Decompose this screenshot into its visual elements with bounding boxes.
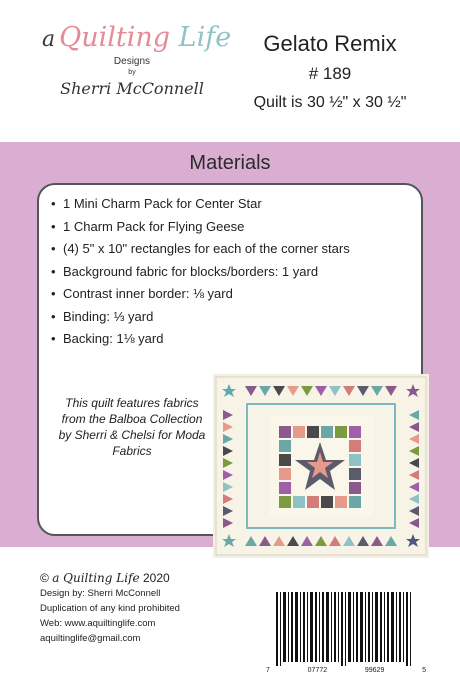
logo-designs: Designs <box>113 56 151 67</box>
barcode-digits <box>266 666 426 675</box>
quilt-photo <box>213 374 429 558</box>
materials-item: • Background fabric for blocks/borders: 1 yard <box>51 261 350 284</box>
pattern-title: Gelato Remix <box>263 31 397 56</box>
website-link[interactable]: Web: www.aquiltinglife.com <box>40 618 156 629</box>
materials-item: • Contrast inner border: ⅛ yard <box>51 283 350 306</box>
copyright-year: 2020 <box>142 571 170 585</box>
copyright-brand: a Quilting Life <box>52 571 140 585</box>
materials-heading: Materials <box>189 152 271 174</box>
materials-item: • Binding: ⅓ yard <box>51 306 350 329</box>
pattern-header <box>230 30 430 114</box>
center-medallion <box>269 416 373 516</box>
design-credit: Design by: Sherri McConnell <box>40 588 161 599</box>
logo-quilting: Quilting <box>59 22 171 53</box>
materials-item: • 1 Mini Charm Pack for Center Star <box>51 193 350 216</box>
materials-list <box>51 193 350 351</box>
logo-wordmark <box>42 22 232 56</box>
logo-by: by <box>128 69 136 76</box>
logo-prefix: a <box>42 27 56 52</box>
barcode-digit-group: 07772 <box>307 667 328 674</box>
barcode-digit-group: 99629 <box>364 667 385 674</box>
materials-item: • Backing: 1⅛ yard <box>51 328 350 351</box>
barcode-digit-group: 7 <box>266 667 270 674</box>
duplication-notice: Duplication of any kind prohibited <box>40 603 180 614</box>
fabric-collection-note: This quilt features fabrics from the Balboa Collection by Sherri & Chelsi for Moda Fabrics <box>58 396 206 458</box>
copyright-line <box>40 570 180 586</box>
pattern-number: # 189 <box>308 64 352 83</box>
logo-life: Life <box>178 22 232 53</box>
copyright-symbol: © <box>40 571 49 585</box>
footer <box>40 570 180 646</box>
barcode-digit-group: 5 <box>422 667 426 674</box>
designer-signature: Sherri McConnell <box>60 79 204 98</box>
quilt-size: Quilt is 30 ½" x 30 ½" <box>253 94 407 111</box>
brand-logo <box>42 22 232 99</box>
materials-item: • 1 Charm Pack for Flying Geese <box>51 216 350 239</box>
barcode-icon <box>266 590 426 670</box>
materials-item: • (4) 5" x 10" rectangles for each of the corner stars <box>51 238 350 261</box>
email-link[interactable]: aquiltinglife@gmail.com <box>40 633 141 644</box>
